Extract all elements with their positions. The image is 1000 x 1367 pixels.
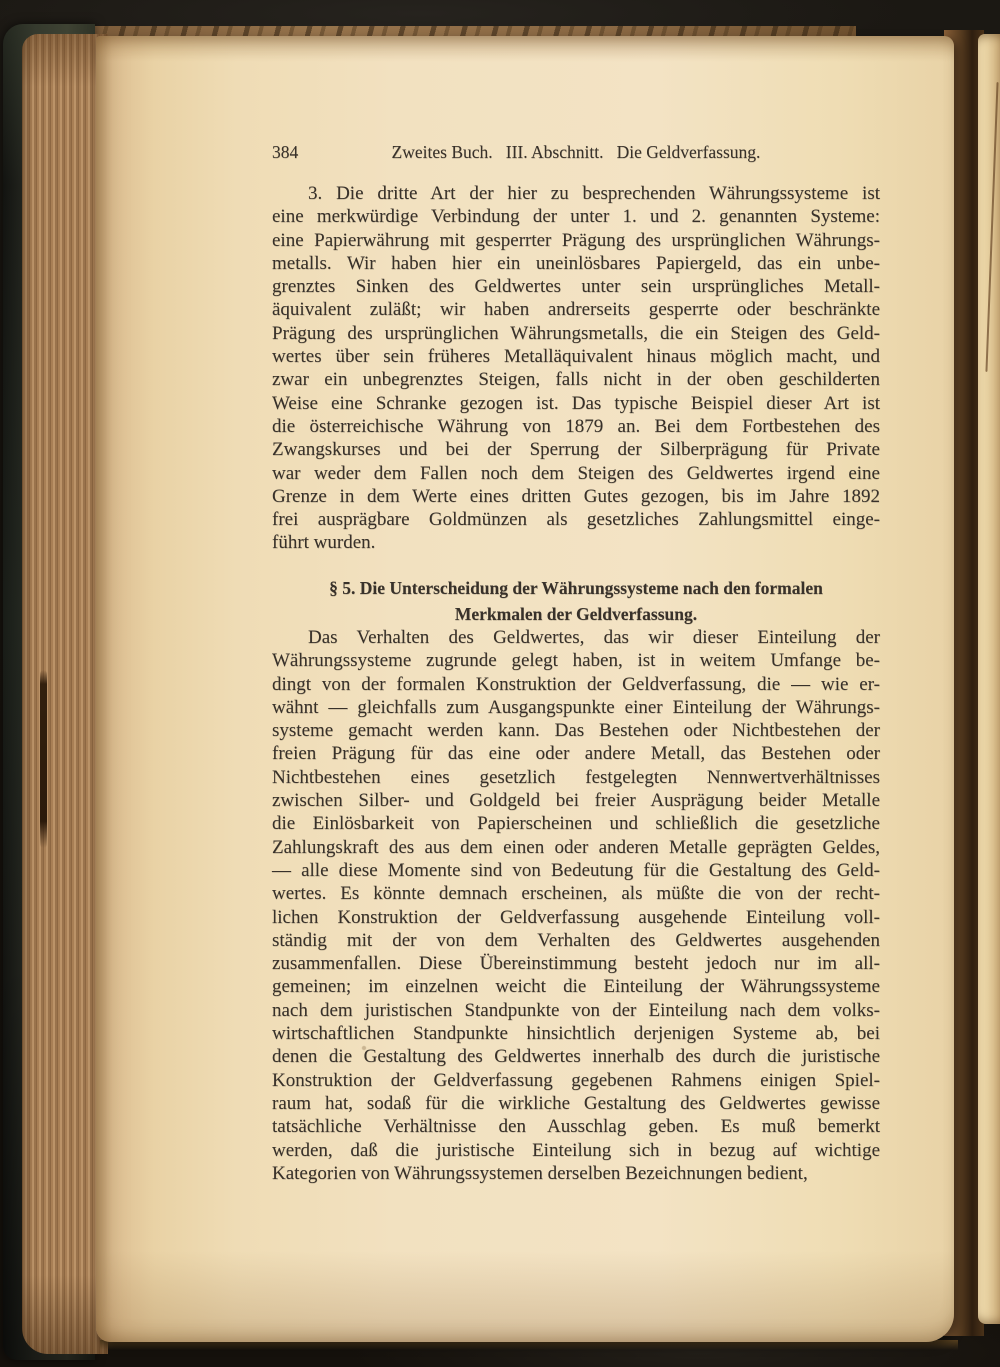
paragraph-2: [272, 626, 880, 1185]
page-header: [272, 142, 880, 168]
text-line: frei ausprägbare Goldmünzen als gesetzliches Zahlungsmittel einge-: [272, 509, 880, 531]
text-line: Kategorien von Währungssystemen derselben Bezeichnungen bedient,: [272, 1162, 808, 1184]
text-line: zwischen Silber- und Goldgeld bei freier Ausprägung beider Metalle: [272, 790, 880, 812]
text-line: grenztes Sinken des Geldwertes unter sein ursprüngliches Metall-: [272, 276, 880, 298]
text-line: eine merkwürdige Verbindung der unter 1. und 2. genannten Systeme:: [272, 206, 880, 228]
text-line: ständig mit der von dem Verhalten des Geldwertes ausgehenden: [272, 929, 880, 951]
text-line: werden, daß die juristische Einteilung sich in bezug auf wichtige: [272, 1139, 880, 1161]
text-line: wirtschaftlichen Standpunkte hinsichtlich derjenigen Systeme ab, bei: [272, 1023, 880, 1045]
text-line: war weder dem Fallen noch dem Steigen des Geldwertes irgend eine: [272, 462, 880, 484]
text-line: eine Papierwährung mit gesperrter Prägung des ursprünglichen Währungs-: [272, 229, 880, 251]
text-line: Zahlungskraft des aus dem einen oder anderen Metalle geprägten Geldes,: [272, 836, 880, 858]
section-heading-line: § 5. Die Unterscheidung der Währungssysteme nach den formalen: [329, 578, 823, 598]
text-line: raum hat, sodaß für die wirkliche Gestaltung des Geldwertes gewisse: [272, 1092, 880, 1114]
page-surface: [96, 36, 954, 1342]
text-line: Nichtbestehen eines gesetzlich festgelegten Nennwertverhältnisses: [272, 766, 880, 788]
text-line: freien Prägung für das eine oder andere Metall, das Bestehen oder: [272, 743, 880, 765]
text-line: metalls. Wir haben hier ein uneinlösbares Papiergeld, das ein unbe-: [272, 252, 880, 274]
text-line: zusammenfallen. Diese Übereinstimmung besteht jedoch nur im all-: [272, 953, 880, 975]
page-number: 384: [272, 142, 299, 162]
text-line: wertes. Es könnte demnach erscheinen, als müßte die von der recht-: [272, 883, 880, 905]
text-line: Grenze in dem Werte eines dritten Gutes gezogen, bis im Jahre 1892: [272, 485, 880, 507]
text-line: Konstruktion der Geldverfassung gegebenen Rahmens einigen Spiel-: [272, 1069, 880, 1091]
section-heading-line: Merkmalen der Geldverfassung.: [454, 604, 698, 624]
text-line: Zwangskurses und bei der Sperrung der Silberprägung für Private: [272, 439, 880, 461]
text-line: 3. Die dritte Art der hier zu besprechenden Währungssysteme ist: [308, 183, 880, 204]
page-text: [272, 36, 880, 1342]
text-line: äquivalent zuläßt; wir haben andrerseits gesperrte oder beschränkte: [272, 299, 880, 321]
text-line: die Einlösbarkeit von Papierscheinen und schließlich die gesetzliche: [272, 813, 880, 835]
text-line: Prägung des ursprünglichen Währungsmetalls, die ein Steigen des Geld-: [272, 322, 880, 344]
text-line: führt wurden.: [272, 532, 376, 554]
text-line: nach dem juristischen Standpunkte von der Einteilung nach dem volks-: [272, 999, 880, 1021]
text-line: Weise eine Schranke gezogen ist. Das typische Beispiel dieser Art ist: [272, 392, 880, 414]
text-line: lichen Konstruktion der Geldverfassung ausgehende Einteilung voll-: [272, 906, 880, 928]
text-line: wähnt — gleichfalls zum Ausgangspunkte einer Einteilung der Währungs-: [272, 696, 880, 718]
text-line: denen die Gestaltung des Geldwertes innerhalb des durch die juristische: [272, 1046, 880, 1068]
text-line: gemeinen; im einzelnen weicht die Einteilung der Währungssysteme: [272, 976, 880, 998]
text-line: systeme gemacht werden kann. Das Bestehen oder Nichtbestehen der: [272, 720, 880, 742]
text-line: zwar ein unbegrenztes Steigen, falls nicht in der oben geschilderten: [272, 369, 880, 391]
running-header: Zweites Buch. III. Abschnitt. Die Geldverfassung.: [391, 142, 761, 162]
underlying-page-edge: [978, 34, 1000, 1324]
text-line: wertes über sein früheres Metalläquivalent hinaus möglich macht, und: [272, 346, 880, 368]
text-line: die österreichische Währung von 1879 an. Bei dem Fortbestehen des: [272, 415, 880, 437]
text-line: Das Verhalten des Geldwertes, das wir dieser Einteilung der: [308, 627, 880, 648]
text-line: dingt von der formalen Konstruktion der Geldverfassung, die — wie er-: [272, 673, 880, 695]
section-heading: [272, 575, 880, 627]
text-line: — alle diese Momente sind von Bedeutung für die Gestaltung des Geld-: [272, 859, 880, 881]
page-edge-crack: [985, 82, 998, 372]
paragraph-1: [272, 182, 880, 555]
text-line: tatsächliche Verhältnisse den Ausschlag geben. Es muß bemerkt: [272, 1116, 880, 1138]
page-stack-gap: [40, 670, 47, 848]
text-line: Währungssysteme zugrunde gelegt haben, ist in weitem Umfange be-: [272, 650, 880, 672]
